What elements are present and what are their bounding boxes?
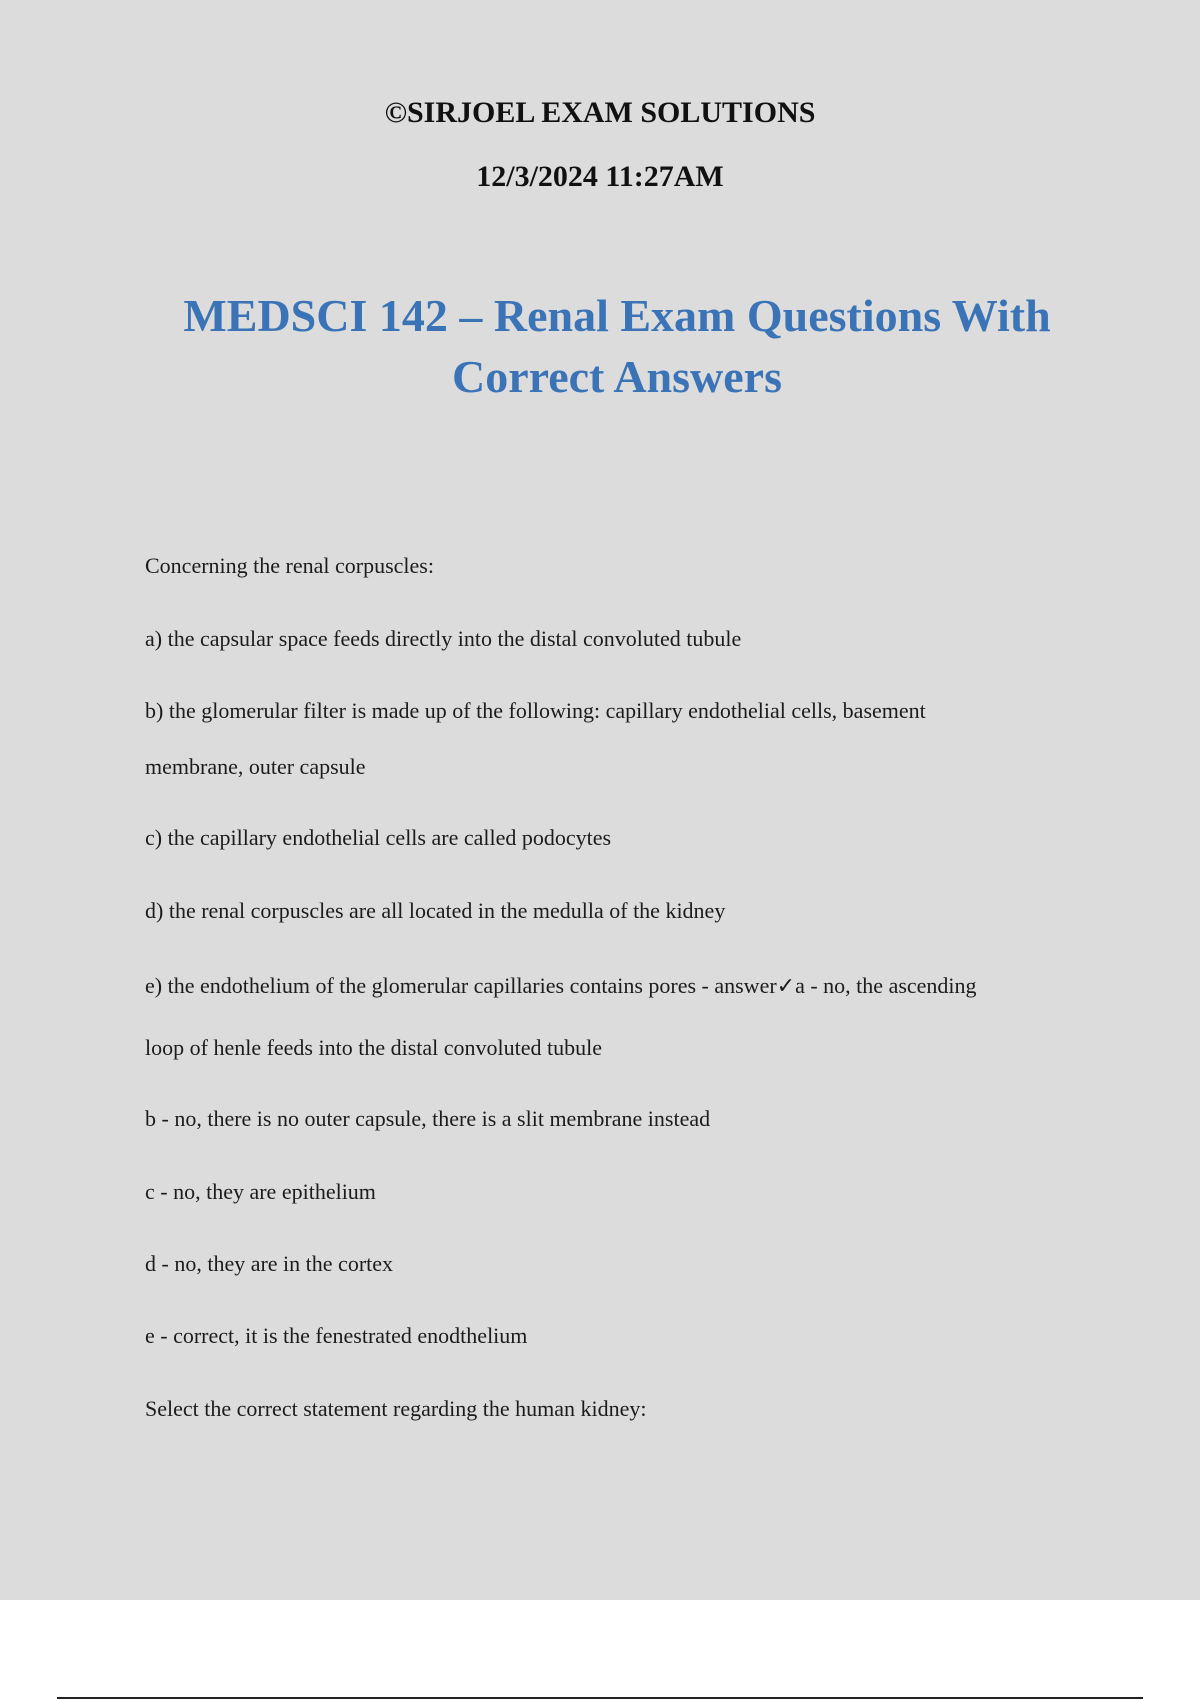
- title-line-2: Correct Answers: [452, 351, 782, 402]
- answer-c: c - no, they are epithelium: [145, 1179, 376, 1204]
- footer-divider: [57, 1697, 1143, 1699]
- answer-e: e - correct, it is the fenestrated enodthelium: [145, 1323, 528, 1348]
- option-e-with-answer: e) the endothelium of the glomerular capillaries contains pores - answer✓a - no, the ascending: [145, 973, 977, 998]
- option-d: d) the renal corpuscles are all located in the medulla of the kidney: [145, 898, 726, 923]
- next-question-stem: Select the correct statement regarding the human kidney:: [145, 1396, 647, 1421]
- option-a: a) the capsular space feeds directly into the distal convoluted tubule: [145, 626, 742, 651]
- answer-d: d - no, they are in the cortex: [145, 1251, 394, 1276]
- answer-a-continued: loop of henle feeds into the distal convoluted tubule: [145, 1035, 603, 1060]
- watermark-header: ©SIRJOEL EXAM SOLUTIONS: [384, 96, 816, 129]
- title-line-1: MEDSCI 142 – Renal Exam Questions With: [183, 290, 1051, 341]
- datetime-header: 12/3/2024 11:27AM: [476, 160, 724, 193]
- option-c: c) the capillary endothelial cells are called podocytes: [145, 825, 612, 850]
- answer-b: b - no, there is no outer capsule, there is a slit membrane instead: [145, 1106, 711, 1131]
- option-b: b) the glomerular filter is made up of the following: capillary endothelial cells, basement: [145, 698, 926, 723]
- question-stem: Concerning the renal corpuscles:: [145, 553, 434, 578]
- option-b-continued: membrane, outer capsule: [145, 754, 366, 779]
- document-title: [100, 285, 1134, 407]
